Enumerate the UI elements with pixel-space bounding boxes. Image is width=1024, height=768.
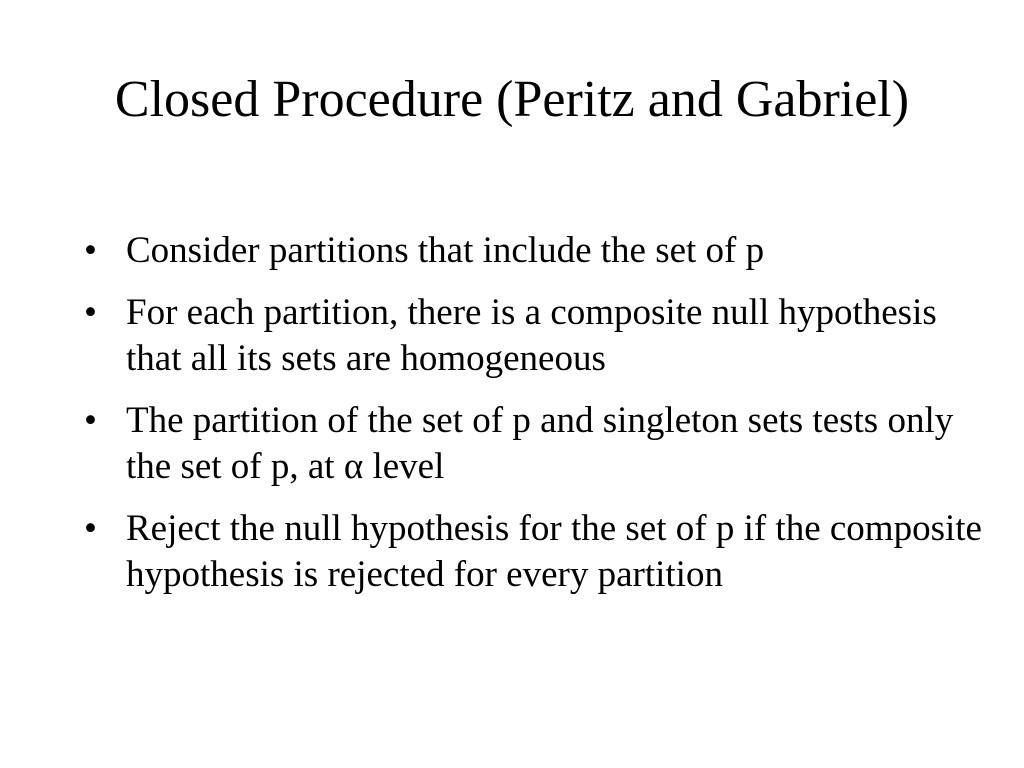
- bullet-icon: •: [84, 230, 97, 271]
- bullet-item: [84, 228, 984, 274]
- bullet-icon: •: [84, 508, 97, 549]
- bullet-icon: •: [84, 292, 97, 333]
- bullet-list: [84, 228, 984, 614]
- bullet-text: For each partition, there is a composite null hypothesis that all its sets are homogeneous: [126, 292, 937, 379]
- bullet-icon: •: [84, 400, 97, 441]
- bullet-text: The partition of the set of p and singleton sets tests only the set of p, at α level: [126, 400, 954, 487]
- bullet-text: Consider partitions that include the set of p: [126, 230, 765, 271]
- bullet-item: [84, 506, 984, 598]
- bullet-item: [84, 290, 984, 382]
- bullet-text: Reject the null hypothesis for the set of p if the composite hypothesis is rejected for every partition: [126, 508, 982, 595]
- slide-title: Closed Procedure (Peritz and Gabriel): [114, 71, 910, 128]
- bullet-item: [84, 398, 984, 490]
